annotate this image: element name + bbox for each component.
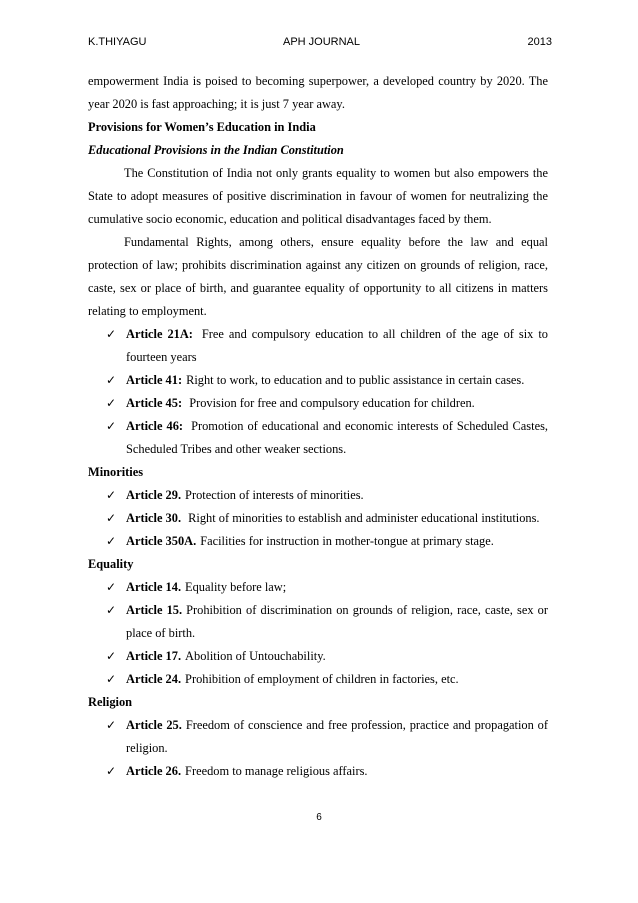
list-item (88, 507, 548, 530)
article-number: Article 350A. (126, 534, 197, 548)
list-item (88, 576, 548, 599)
list-item (88, 392, 548, 415)
subsection-heading: Educational Provisions in the Indian Constitution (88, 143, 344, 157)
fundamental-articles-list (88, 323, 548, 461)
check-icon: ✓ (106, 396, 117, 410)
check-icon: ✓ (106, 603, 117, 617)
article-number: Article 21A: (126, 327, 193, 341)
article-number: Article 41: (126, 373, 183, 387)
article-number: Article 26. (126, 764, 182, 778)
article-text: Freedom to manage religious affairs. (185, 764, 368, 778)
article-number: Article 45: (126, 396, 183, 410)
article-text: Abolition of Untouchability. (185, 649, 326, 663)
article-number: Article 25. (126, 718, 182, 732)
section-heading: Provisions for Women’s Education in India (88, 120, 316, 134)
article-number: Article 46: (126, 419, 184, 433)
article-number: Article 15. (126, 603, 183, 617)
article-text: Right to work, to education and to public assistance in certain cases. (186, 373, 525, 387)
page-number: 6 (316, 812, 322, 823)
check-icon: ✓ (106, 419, 117, 433)
article-number: Article 29. (126, 488, 182, 502)
list-item (88, 760, 548, 783)
article-text: Promotion of educational and economic interests of Scheduled Castes, Scheduled Tribes and other weaker sections. (126, 419, 548, 456)
article-text: Protection of interests of minorities. (185, 488, 364, 502)
article-text: Facilities for instruction in mother-tongue at primary stage. (200, 534, 494, 548)
check-icon: ✓ (106, 327, 117, 341)
article-number: Article 24. (126, 672, 182, 686)
article-text: Prohibition of employment of children in factories, etc. (185, 672, 459, 686)
article-text: Equality before law; (185, 580, 287, 594)
fundamental-rights-paragraph: Fundamental Rights, among others, ensure equality before the law and equal protection of law; prohibits discrimination against any citizen on grounds of religion, race, caste, sex or place of birth, and guarantee equality of opportunity to all citizens in matters relating to employment. (88, 235, 548, 318)
equality-list (88, 576, 548, 691)
list-item (88, 645, 548, 668)
list-item (88, 599, 548, 645)
header-journal: APH JOURNAL (283, 36, 361, 48)
list-item (88, 484, 548, 507)
article-text: Free and compulsory education to all children of the age of six to fourteen years (126, 327, 548, 364)
religion-list (88, 714, 548, 783)
check-icon: ✓ (106, 718, 117, 732)
article-number: Article 17. (126, 649, 182, 663)
check-icon: ✓ (106, 649, 117, 663)
list-item (88, 668, 548, 691)
article-text: Freedom of conscience and free profession, practice and propagation of religion. (126, 718, 548, 755)
header-author: K.THIYAGU (88, 36, 147, 48)
list-item (88, 323, 548, 369)
page-body (88, 70, 548, 783)
header-year: 2013 (527, 36, 552, 48)
check-icon: ✓ (106, 672, 117, 686)
check-icon: ✓ (106, 764, 117, 778)
article-number: Article 14. (126, 580, 182, 594)
religion-heading: Religion (88, 695, 133, 709)
minorities-heading: Minorities (88, 465, 144, 479)
check-icon: ✓ (106, 488, 117, 502)
check-icon: ✓ (106, 511, 117, 525)
list-item (88, 530, 548, 553)
article-number: Article 30. (126, 511, 182, 525)
list-item (88, 415, 548, 461)
check-icon: ✓ (106, 580, 117, 594)
check-icon: ✓ (106, 373, 117, 387)
list-item (88, 369, 548, 392)
equality-heading: Equality (88, 557, 134, 571)
article-text: Provision for free and compulsory education for children. (189, 396, 475, 410)
minorities-list (88, 484, 548, 553)
list-item (88, 714, 548, 760)
constitution-paragraph: The Constitution of India not only grants equality to women but also empowers the State to adopt measures of positive discrimination in favour of women for neutralizing the cumulative socio economic, education and political disadvantages faced by them. (88, 166, 548, 226)
intro-paragraph: empowerment India is poised to becoming superpower, a developed country by 2020. The year 2020 is fast approaching; it is just 7 year away. (88, 74, 548, 111)
check-icon: ✓ (106, 534, 117, 548)
article-text: Right of minorities to establish and administer educational institutions. (188, 511, 540, 525)
article-text: Prohibition of discrimination on grounds of religion, race, caste, sex or place of birth. (126, 603, 548, 640)
